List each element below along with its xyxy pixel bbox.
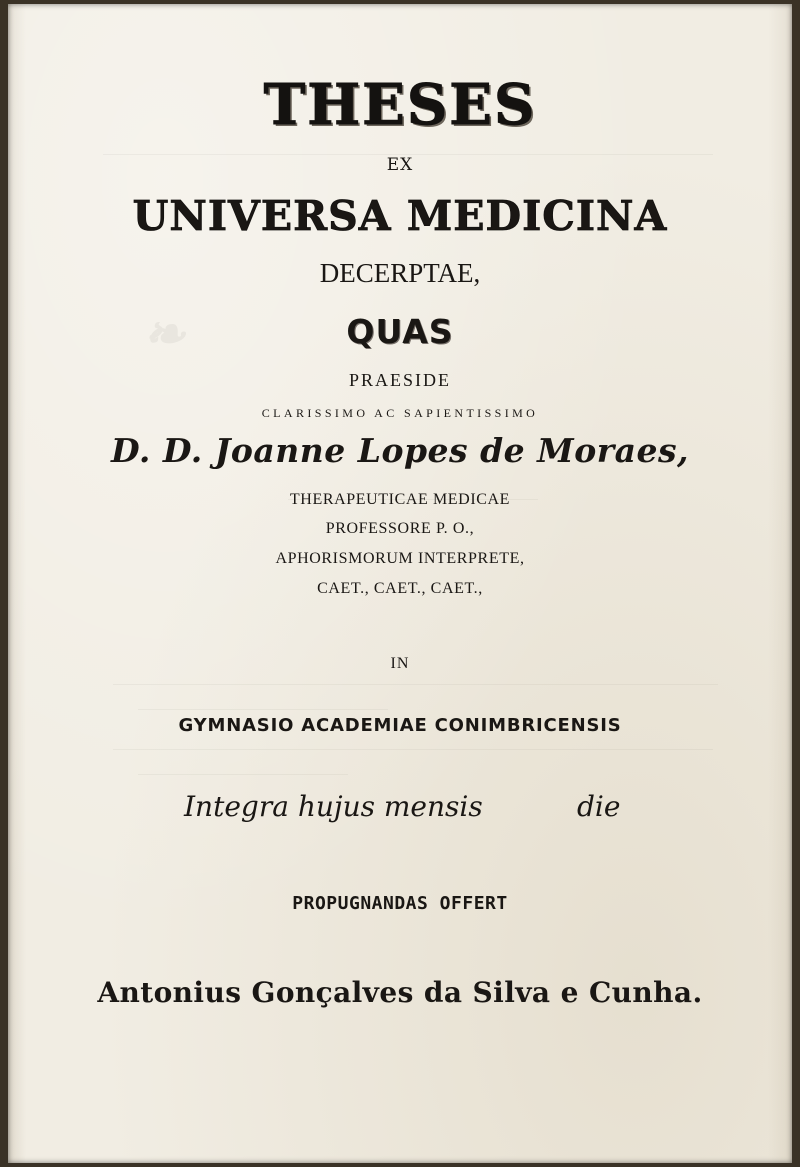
relative-pronoun: QUAS	[346, 312, 454, 351]
show-through-rule	[113, 684, 718, 685]
date-suffix: die	[577, 790, 621, 823]
subject-qualifier: DECERPTAE,	[319, 258, 481, 288]
subject-heading: UNIVERSA MEDICINA	[132, 192, 668, 240]
show-through-rule	[138, 774, 348, 775]
presider-title-line: PROFESSORE P. O.,	[325, 520, 475, 537]
location-name: GYMNASIO ACADEMIAE CONIMBRICENSIS	[178, 715, 622, 736]
presider-title-line: THERAPEUTICAE MEDICAE	[289, 491, 511, 508]
author-name: Antonius Gonçalves da Silva e Cunha.	[97, 976, 703, 1009]
presider-title-line: APHORISMORUM INTERPRETE,	[275, 550, 525, 567]
presider-honorific: CLARISSIMO AC SAPIENTISSIMO	[261, 406, 539, 420]
location-intro: IN	[390, 655, 410, 672]
thesis-title: THESES	[263, 72, 537, 138]
offer-phrase: PROPUGNANDAS OFFERT	[292, 893, 508, 914]
show-through-ornament: ❧	[143, 304, 185, 363]
date-phrase: Integra hujus mensis	[184, 790, 483, 823]
show-through-rule	[113, 749, 713, 750]
presider-title-line: CAET., CAET., CAET.,	[317, 580, 483, 597]
presider-intro: PRAESIDE	[348, 370, 451, 390]
show-through-rule	[138, 709, 388, 710]
presider-name: D. D. Joanne Lopes de Moraes,	[110, 431, 690, 470]
connector-ex: EX	[386, 155, 414, 175]
title-page	[8, 4, 792, 1163]
